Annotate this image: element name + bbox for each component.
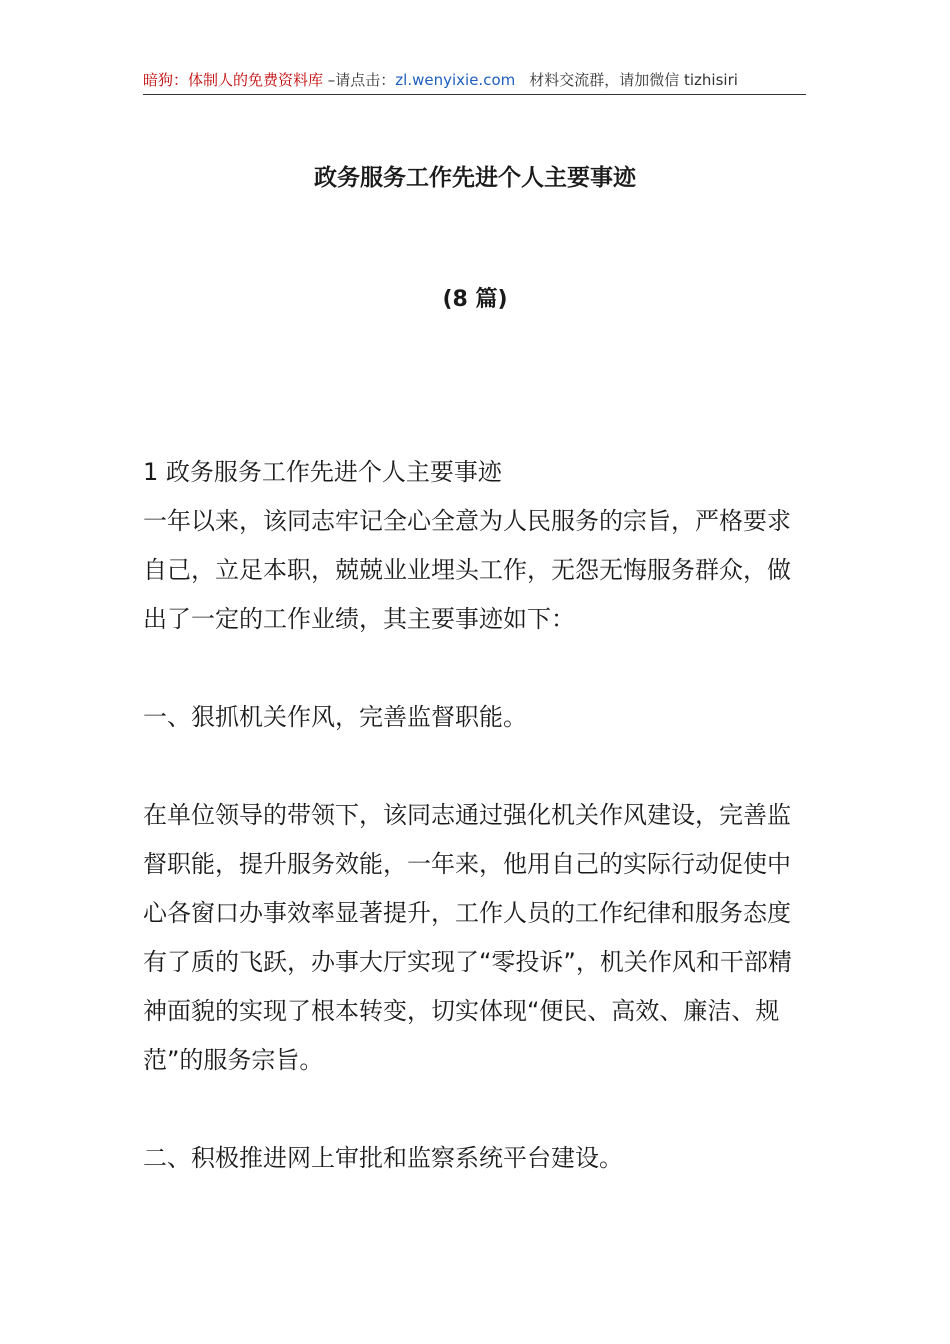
article-heading: 1 政务服务工作先进个人主要事迹 (143, 458, 502, 486)
paragraph-gap (143, 644, 808, 693)
page-header (143, 68, 806, 95)
article-intro: 一年以来，该同志牢记全心全意为人民服务的宗旨，严格要求自己，立足本职，兢兢业业埋头工作，无怨无悔服务群众，做出了一定的工作业绩，其主要事迹如下： (143, 507, 791, 633)
document-title: 政务服务工作先进个人主要事迹 (314, 165, 636, 191)
section-1-body: 在单位领导的带领下，该同志通过强化机关作风建设，完善监督职能，提升服务效能，一年来，他用自己的实际行动促使中心各窗口办事效率显著提升，工作人员的工作纪律和服务态度有了质的飞跃，办事大厅实现了“零投诉”，机关作风和干部精神面貌的实现了根本转变，切实体现“便民、高效、廉洁、规范”的服务宗旨。 (143, 801, 792, 1074)
header-brand: 暗狗：体制人的免费资料库 (143, 71, 324, 89)
article-body (143, 448, 808, 1183)
paragraph-gap (143, 742, 808, 791)
header-prompt: –请点击： (323, 71, 396, 89)
header-wechat: 材料交流群，请加微信 tizhisiri (529, 71, 738, 89)
section-1-title: 一、狠抓机关作风，完善监督职能。 (143, 703, 527, 731)
header-link[interactable]: zl.wenyixie.com (395, 71, 516, 89)
section-2-title: 二、积极推进网上审批和监察系统平台建设。 (143, 1144, 623, 1172)
document-subtitle: (8 篇) (442, 287, 508, 312)
paragraph-gap (143, 1085, 808, 1134)
